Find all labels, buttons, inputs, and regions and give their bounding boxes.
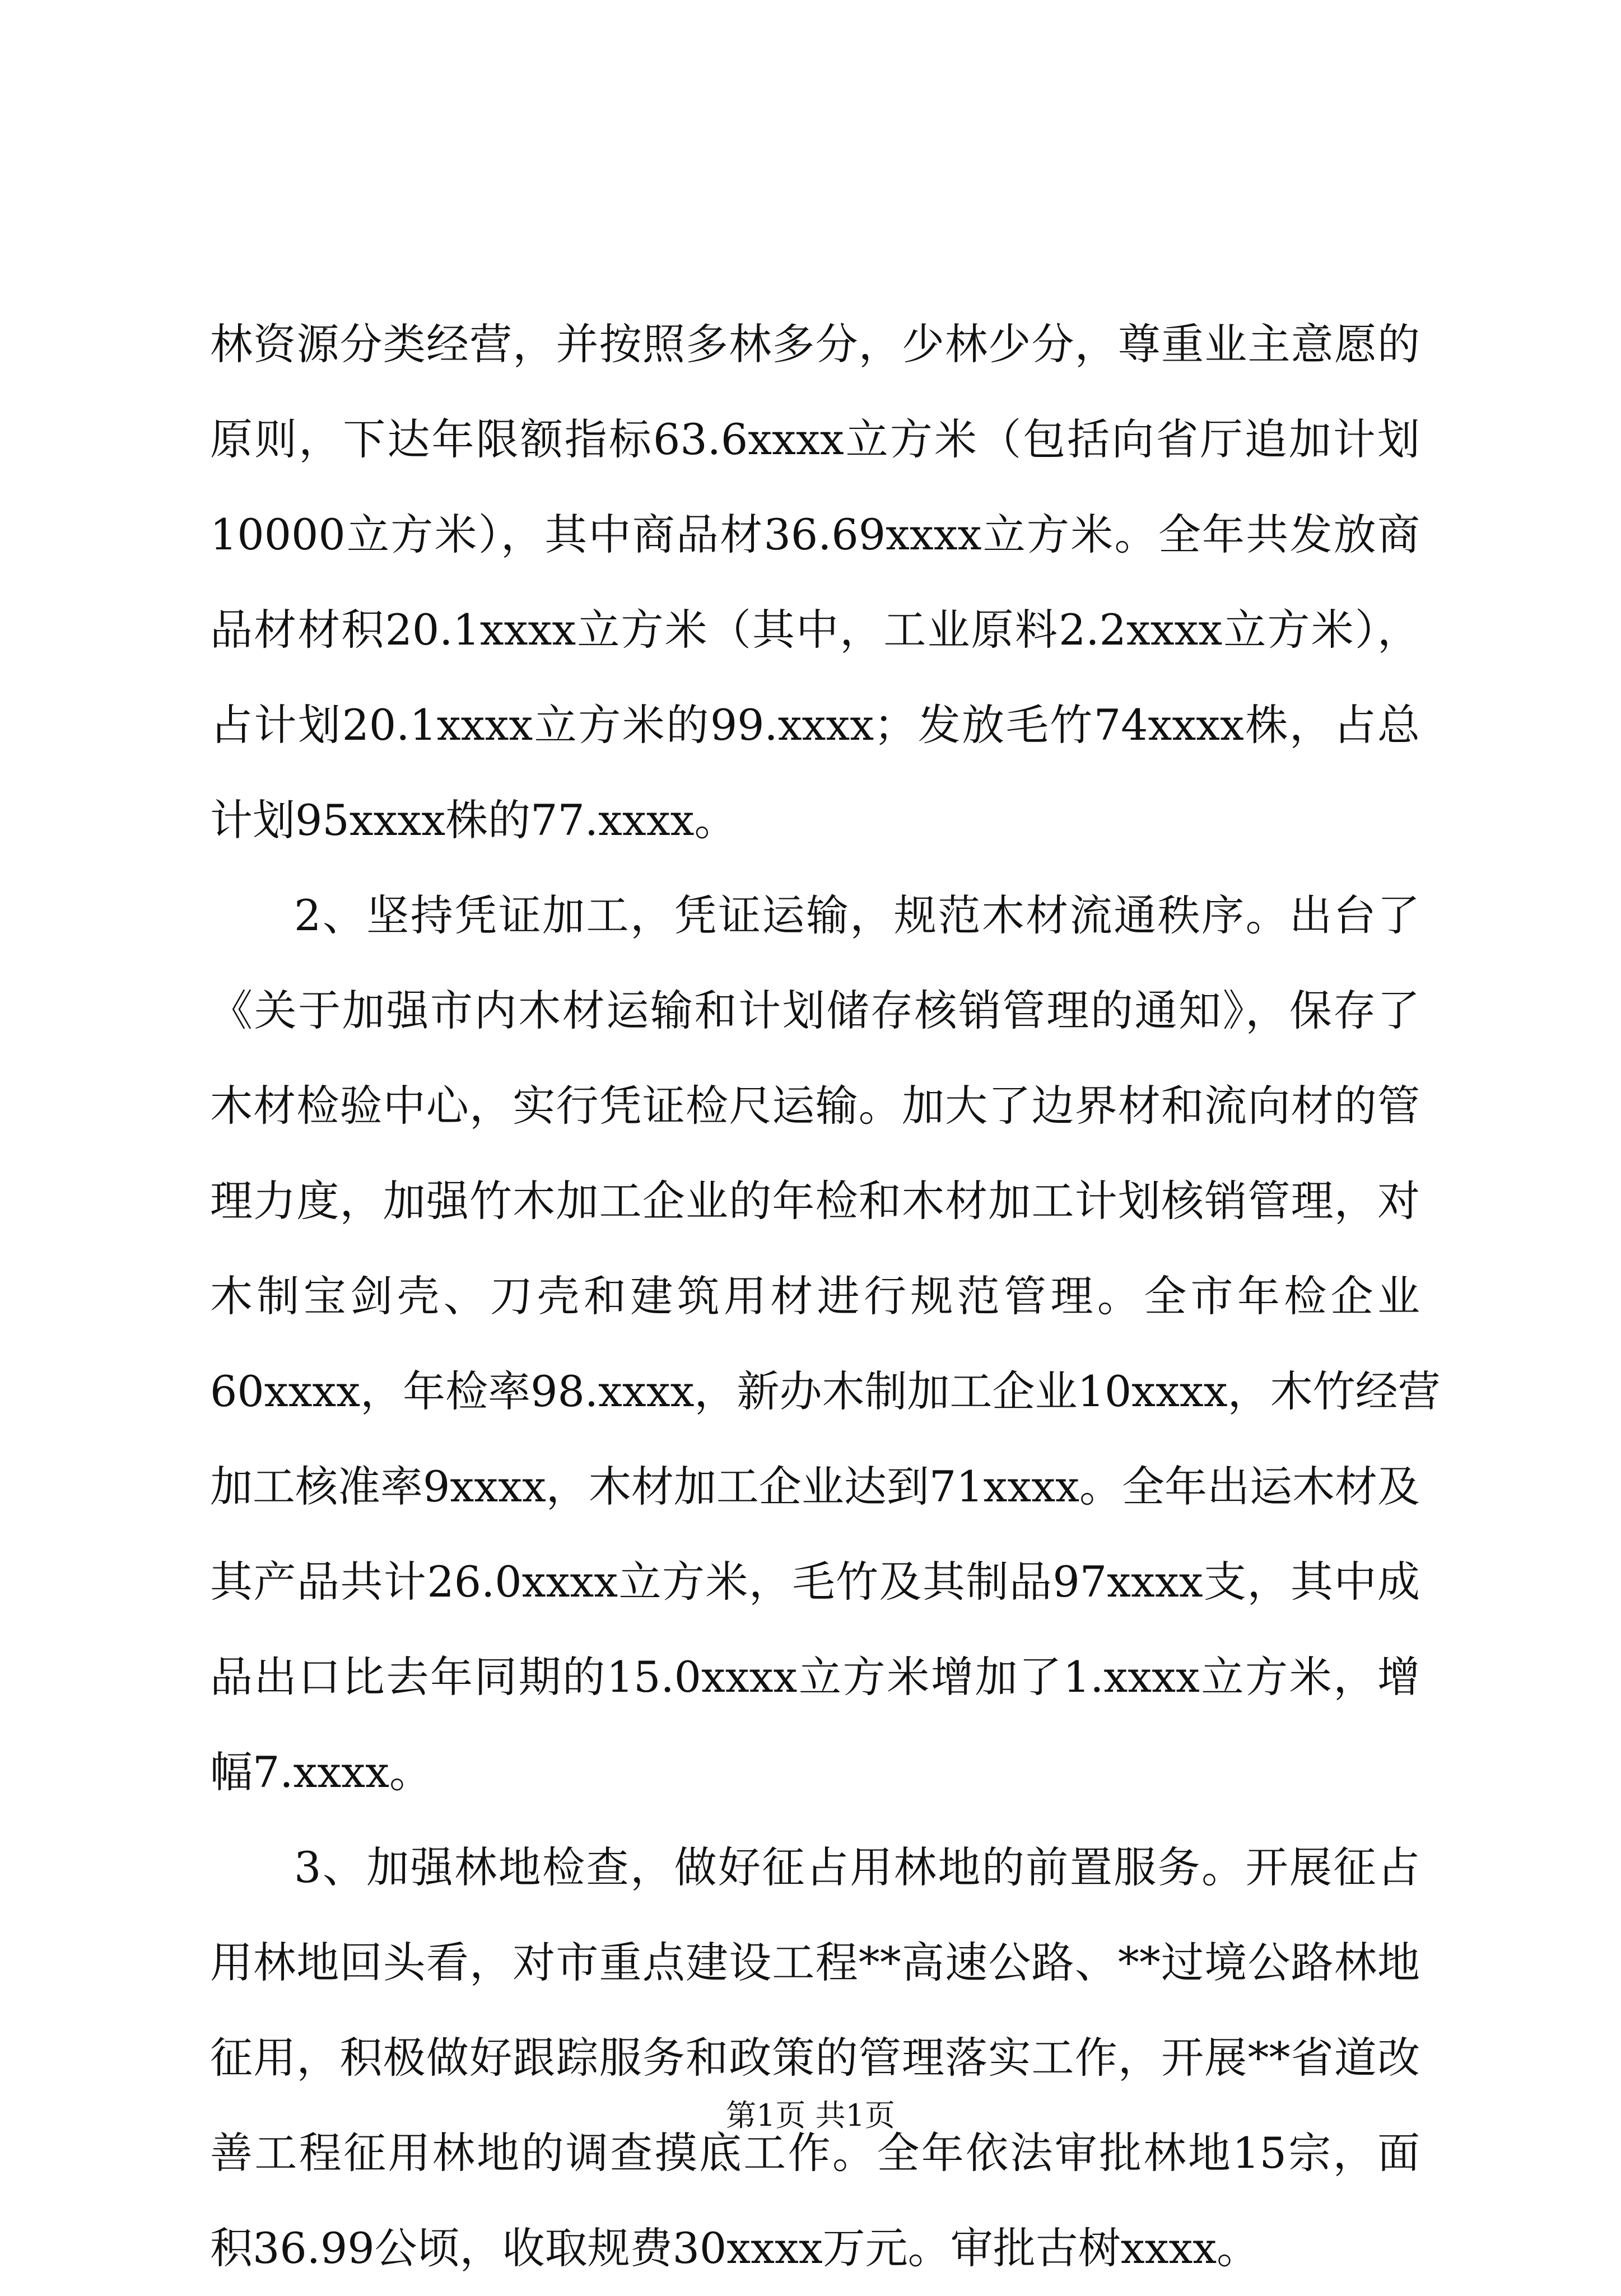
text-line: 善工程征用林地的调查摸底工作。全年依法审批林地15宗，面 [210,2128,1420,2178]
text-line: 林资源分类经营，并按照多林多分，少林少分，尊重业主意愿的 [210,319,1420,369]
text-line: 幅7.xxxx。 [210,1747,432,1797]
text-line: 60xxxx，年检率98.xxxx，新办木制加工企业10xxxx，木竹经营 [210,1366,1441,1416]
text-line: 加工核准率9xxxx，木材加工企业达到71xxxx。全年出运木材及 [210,1462,1420,1511]
text-line: 《关于加强市内木材运输和计划储存核销管理的通知》，保存了 [210,986,1420,1035]
page-footer: 第1页 共1页 [726,2098,895,2133]
text-line: 占计划20.1xxxx立方米的99.xxxx；发放毛竹74xxxx株，占总 [210,700,1420,750]
text-line: 用林地回头看，对市重点建设工程**高速公路、**过境公路林地 [210,1938,1420,1987]
paragraph [210,1820,1420,2296]
text-line: 品出口比去年同期的15.0xxxx立方米增加了1.xxxx立方米，增 [210,1652,1420,1702]
text-line: 木材检验中心，实行凭证检尺运输。加大了边界材和流向材的管 [210,1081,1420,1131]
text-line: 积36.99公顷，收取规费30xxxx万元。审批古树xxxx。 [210,2223,1260,2273]
text-line: 征用，积极做好跟踪服务和政策的管理落实工作，开展**省道改 [210,2033,1420,2083]
text-line: 木制宝剑壳、刀壳和建筑用材进行规范管理。全市年检企业 [210,1271,1420,1321]
document-body [210,297,1441,2296]
text-line: 原则，下达年限额指标63.6xxxx立方米（包括向省厅追加计划 [210,414,1420,464]
paragraph [210,868,1441,1820]
text-line: 计划95xxxx株的77.xxxx。 [210,795,737,845]
text-line: 其产品共计26.0xxxx立方米，毛竹及其制品97xxxx支，其中成 [210,1557,1420,1607]
paragraph [210,297,1420,868]
text-line: 3、加强林地检查，做好征占用林地的前置服务。开展征占 [294,1842,1420,1892]
text-line: 10000立方米），其中商品材36.69xxxx立方米。全年共发放商 [210,510,1420,559]
text-line: 理力度，加强竹木加工企业的年检和木材加工计划核销管理，对 [210,1176,1420,1226]
text-line: 2、坚持凭证加工，凭证运输，规范木材流通秩序。出台了 [294,890,1420,940]
text-line: 品材材积20.1xxxx立方米（其中，工业原料2.2xxxx立方米）， [210,605,1420,655]
